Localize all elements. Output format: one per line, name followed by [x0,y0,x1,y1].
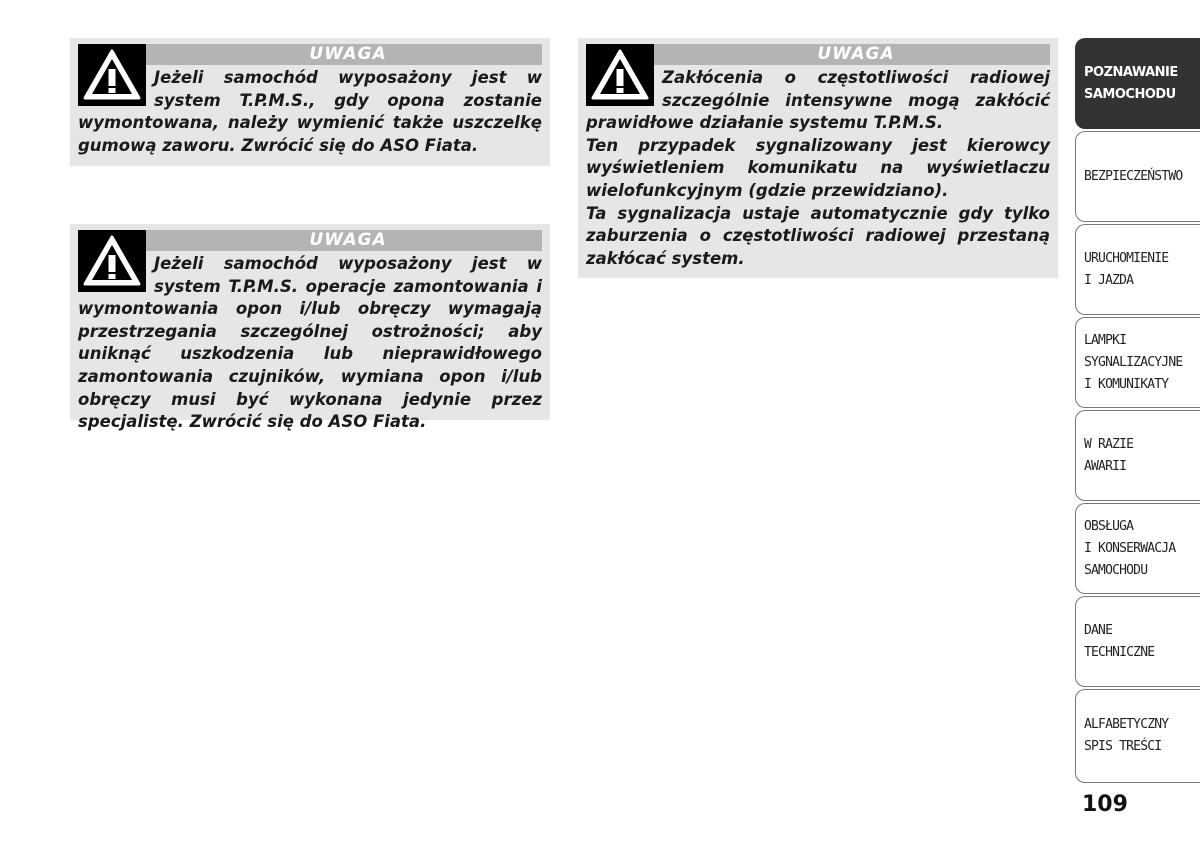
tab-uruchomienie-i-jazda[interactable] [1075,224,1200,315]
warning-text [586,67,1050,270]
tab-label: ALFABETYCZNY SPIS TREŚCI [1084,717,1169,754]
warning-paragraph: Ten przypadek sygnalizowany jest kierowcy wyświetleniem komunikatu na wyświetlaczu wielofunkcyjnym (gdzie przewidziano). [586,135,1050,200]
tab-lampki-sygnalizacyjne[interactable] [1075,317,1200,408]
tab-label: LAMPKI SYGNALIZACYJNE I KOMUNIKATY [1084,332,1183,392]
tab-label: OBSŁUGA I KONSERWACJA SAMOCHODU [1084,518,1176,578]
warning-box-3 [578,38,1058,278]
warning-paragraph: Zakłócenia o częstotliwości radiowej szczególnie intensywne mogą zakłócić prawidłowe działanie systemu T.P.M.S. [586,68,1050,133]
warning-triangle-icon [586,44,654,106]
warning-triangle-icon [78,230,146,292]
warning-title: UWAGA [586,44,1050,65]
tab-label: URUCHOMIENIE I JAZDA [1084,250,1169,288]
warning-title: UWAGA [78,44,542,65]
tab-dane-techniczne[interactable] [1075,596,1200,687]
page-number: 109 [1082,792,1128,817]
tab-label: DANE TECHNICZNE [1084,622,1155,660]
warning-text: Jeżeli samochód wyposażony jest w system T.P.M.S., gdy opona zostanie wymontowana, należy wymienić także uszczelkę gumową zaworu. Zwrócić się do ASO Fiata. [78,68,542,155]
tab-obsluga-i-konserwacja[interactable] [1075,503,1200,594]
tab-poznawanie-samochodu[interactable] [1075,38,1200,129]
warning-box-1 [70,38,550,166]
warning-paragraph: Ta sygnalizacja ustaje automatycznie gdy tylko zaburzenia o częstotliwości radiowej przestaną zakłócać system. [586,203,1050,268]
tab-label: BEZPIECZEŃSTWO [1084,168,1183,184]
warning-text: Jeżeli samochód wyposażony jest w system T.P.M.S. operacje zamontowania i wymontowania opon i/lub obręczy wymagają przestrzegania szczególnej ostrożności; aby uniknąć uszkodzenia lub nieprawidłowego zamontowania czujników, wymiana opon i/lub obręczy musi być wykonana jedynie przez specjalistę. Zwrócić się do ASO Fiata. [78,254,542,432]
warning-triangle-icon [78,44,146,106]
tab-bezpieczenstwo[interactable] [1075,131,1200,222]
tab-w-razie-awarii[interactable] [1075,410,1200,501]
tab-label: POZNAWANIE SAMOCHODU [1084,64,1178,102]
tab-alfabetyczny-spis-tresci[interactable] [1075,689,1200,783]
tab-label: W RAZIE AWARII [1084,436,1134,474]
warning-box-2 [70,224,550,432]
warning-title: UWAGA [78,230,542,251]
